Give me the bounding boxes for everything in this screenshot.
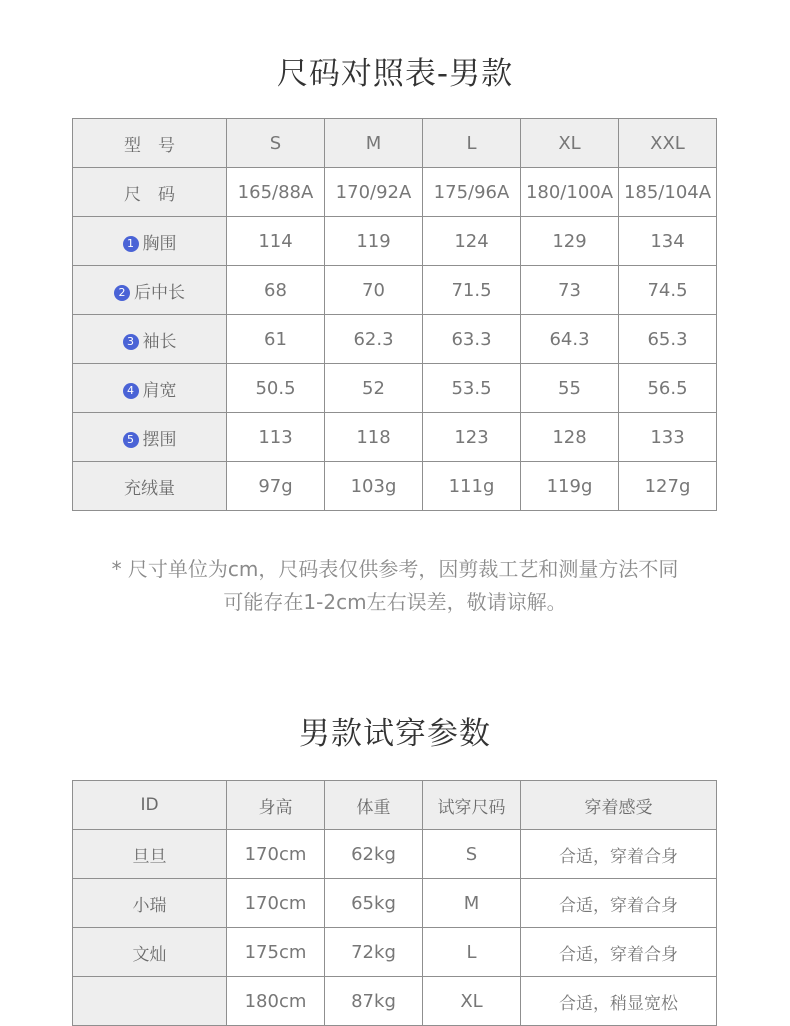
size-row-label-text: 肩宽 xyxy=(142,380,177,401)
size-value-cell: 111g xyxy=(423,462,521,511)
size-chart-title: 尺码对照表-男款 xyxy=(276,56,514,92)
size-header-row xyxy=(73,119,717,168)
number-badge-icon: 4 xyxy=(123,383,139,399)
fit-row xyxy=(73,879,717,928)
size-value-cell: 128 xyxy=(521,413,619,462)
fit-row xyxy=(73,977,717,1026)
size-value-cell: 180/100A xyxy=(521,168,619,217)
number-badge-icon: 5 xyxy=(123,432,139,448)
size-value-cell: 123 xyxy=(423,413,521,462)
size-row-label-text: 胸围 xyxy=(142,233,177,254)
fit-feel-cell: 合适，穿着合身 xyxy=(521,879,717,928)
size-value-cell: 119g xyxy=(521,462,619,511)
size-value-cell: 185/104A xyxy=(619,168,717,217)
size-row-label xyxy=(73,168,227,217)
fit-header-cell: 身高 xyxy=(227,781,325,830)
fit-header-row xyxy=(73,781,717,830)
size-header-cell: XXL xyxy=(619,119,717,168)
size-header-cell: S xyxy=(227,119,325,168)
size-row-label-text: 后中长 xyxy=(134,282,185,303)
size-value-cell: 129 xyxy=(521,217,619,266)
size-value-cell: 63.3 xyxy=(423,315,521,364)
size-value-cell: 70 xyxy=(325,266,423,315)
fit-feel-cell: 合适，穿着合身 xyxy=(521,830,717,879)
size-row xyxy=(73,266,717,315)
fit-chart-table xyxy=(72,780,717,1026)
size-value-cell: 103g xyxy=(325,462,423,511)
fit-id-cell: 旦旦 xyxy=(73,830,227,879)
fit-header-cell: 穿着感受 xyxy=(521,781,717,830)
fit-id-cell: 文灿 xyxy=(73,928,227,977)
size-row-label-text: 尺 码 xyxy=(124,184,175,205)
size-header-cell: L xyxy=(423,119,521,168)
fit-value-cell: 170cm xyxy=(227,830,325,879)
fit-value-cell: M xyxy=(423,879,521,928)
size-value-cell: 118 xyxy=(325,413,423,462)
size-value-cell: 119 xyxy=(325,217,423,266)
number-badge-icon: 1 xyxy=(123,236,139,252)
size-value-cell: 55 xyxy=(521,364,619,413)
fit-value-cell: S xyxy=(423,830,521,879)
size-row-label-text: 充绒量 xyxy=(124,478,175,499)
size-value-cell: 124 xyxy=(423,217,521,266)
size-value-cell: 62.3 xyxy=(325,315,423,364)
fit-id-cell: 小瑞 xyxy=(73,879,227,928)
size-value-cell: 64.3 xyxy=(521,315,619,364)
size-value-cell: 71.5 xyxy=(423,266,521,315)
fit-value-cell: L xyxy=(423,928,521,977)
size-row-label xyxy=(73,364,227,413)
size-value-cell: 170/92A xyxy=(325,168,423,217)
fit-row xyxy=(73,830,717,879)
fit-value-cell: XL xyxy=(423,977,521,1026)
size-value-cell: 50.5 xyxy=(227,364,325,413)
fit-header-cell: ID xyxy=(73,781,227,830)
size-value-cell: 113 xyxy=(227,413,325,462)
size-row-label xyxy=(73,217,227,266)
size-row xyxy=(73,217,717,266)
size-row-label xyxy=(73,266,227,315)
size-value-cell: 127g xyxy=(619,462,717,511)
size-row xyxy=(73,168,717,217)
size-value-cell: 97g xyxy=(227,462,325,511)
size-value-cell: 133 xyxy=(619,413,717,462)
fit-value-cell: 180cm xyxy=(227,977,325,1026)
number-badge-icon: 2 xyxy=(114,285,130,301)
size-value-cell: 56.5 xyxy=(619,364,717,413)
size-row-label-text: 摆围 xyxy=(142,429,177,450)
size-value-cell: 52 xyxy=(325,364,423,413)
fit-value-cell: 65kg xyxy=(325,879,423,928)
fit-value-cell: 175cm xyxy=(227,928,325,977)
size-chart-table xyxy=(72,118,717,511)
fit-value-cell: 72kg xyxy=(325,928,423,977)
size-row xyxy=(73,315,717,364)
size-row xyxy=(73,364,717,413)
size-note-line: 可能存在1-2cm左右误差，敬请谅解。 xyxy=(223,590,567,614)
size-value-cell: 65.3 xyxy=(619,315,717,364)
size-value-cell: 114 xyxy=(227,217,325,266)
size-header-cell: XL xyxy=(521,119,619,168)
size-value-cell: 175/96A xyxy=(423,168,521,217)
size-value-cell: 165/88A xyxy=(227,168,325,217)
fit-header-cell: 试穿尺码 xyxy=(423,781,521,830)
size-value-cell: 68 xyxy=(227,266,325,315)
size-row-label xyxy=(73,462,227,511)
fit-value-cell: 170cm xyxy=(227,879,325,928)
size-value-cell: 61 xyxy=(227,315,325,364)
fit-id-cell xyxy=(73,977,227,1026)
fit-feel-cell: 合适，穿着合身 xyxy=(521,928,717,977)
fit-header-cell: 体重 xyxy=(325,781,423,830)
fit-row xyxy=(73,928,717,977)
fit-chart-title: 男款试穿参数 xyxy=(299,716,491,752)
size-value-cell: 134 xyxy=(619,217,717,266)
size-header-cell: M xyxy=(325,119,423,168)
size-row xyxy=(73,462,717,511)
size-row xyxy=(73,413,717,462)
number-badge-icon: 3 xyxy=(123,334,139,350)
size-row-label xyxy=(73,413,227,462)
size-row-label xyxy=(73,315,227,364)
size-header-label: 型 号 xyxy=(73,119,227,168)
size-value-cell: 53.5 xyxy=(423,364,521,413)
fit-value-cell: 87kg xyxy=(325,977,423,1026)
size-value-cell: 74.5 xyxy=(619,266,717,315)
size-note xyxy=(0,553,790,619)
size-row-label-text: 袖长 xyxy=(142,331,177,352)
size-note-line: * 尺寸单位为cm，尺码表仅供参考，因剪裁工艺和测量方法不同 xyxy=(111,557,679,581)
size-value-cell: 73 xyxy=(521,266,619,315)
fit-value-cell: 62kg xyxy=(325,830,423,879)
fit-feel-cell: 合适，稍显宽松 xyxy=(521,977,717,1026)
